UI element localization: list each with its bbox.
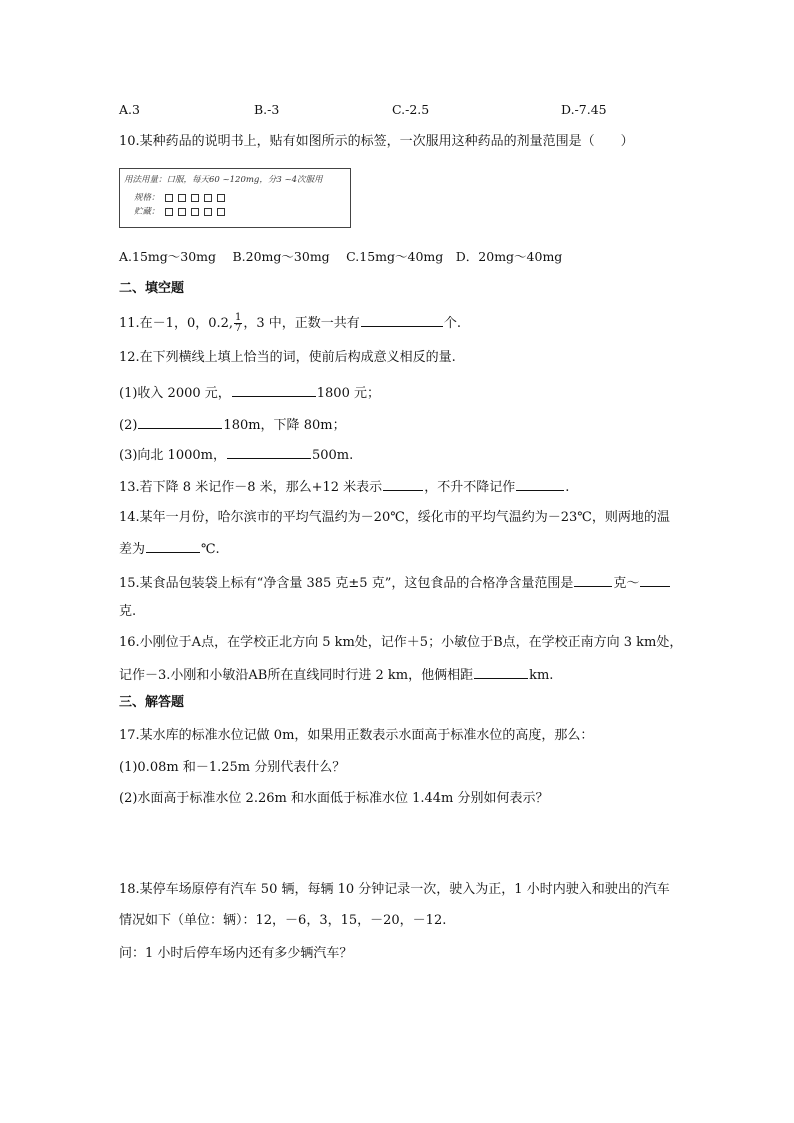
q9-option-a: A.3 [119, 102, 140, 117]
q17-part1: (1)0.08m 和－1.25m 分别代表什么？ [119, 760, 346, 775]
q11 [119, 312, 461, 334]
q9-option-b: B.-3 [254, 102, 280, 117]
answer-blank[interactable] [383, 476, 423, 491]
q15-line2: 克. [119, 604, 137, 619]
q12-part2: (2) 180m，下降 80m； [119, 414, 346, 436]
q9-option-c: C.-2.5 [392, 102, 430, 117]
q18-line2: 情况如下（单位：辆）：12，－6，3，15，－20，－12. [119, 913, 447, 928]
answer-blank[interactable] [640, 572, 670, 587]
q17-stem: 17.某水库的标准水位记做 0m，如果用正数表示水面高于标准水位的高度，那么： [119, 728, 594, 743]
checkbox-square-icon [178, 208, 186, 216]
section-title-fill-blank: 二、填空题 [119, 281, 185, 296]
q10-options: A.15mg～30mg B.20mg～30mg C.15mg～40mg D．20mg～40mg [119, 249, 563, 264]
answer-blank[interactable] [146, 538, 200, 553]
q11-fraction: $\frac{1}{7}$ [235, 312, 242, 334]
answer-blank[interactable] [516, 476, 564, 491]
q18-line1: 18.某停车场原停有汽车 50 辆，每辆 10 分钟记录一次，驶入为正，1 小时内驶入和驶出的汽车 [119, 882, 670, 897]
checkbox-square-icon [191, 208, 199, 216]
q11-mid: ，3 中，正数一共有 [243, 316, 360, 331]
q12-part1: (1)收入 2000 元， 1800 元； [119, 382, 380, 404]
answer-blank[interactable] [474, 664, 528, 679]
checkbox-square-icon [191, 194, 199, 202]
medicine-label-spec-row [134, 191, 225, 203]
q16-line1: 16.小刚位于A点，在学校正北方向 5 km处，记作＋5；小敏位于B点，在学校正南方向 3 km处， [119, 635, 683, 650]
q9-option-d: D.-7.45 [561, 102, 607, 117]
q11-post: 个. [443, 316, 461, 331]
q13: 13.若下降 8 米记作－8 米，那么+12 米表示 ，不升不降记作 . [119, 476, 569, 498]
checkbox-square-icon [217, 208, 225, 216]
medicine-label-storage-row [134, 205, 225, 217]
checkbox-square-icon [217, 194, 225, 202]
medicine-label-storage: 贮藏： [134, 207, 160, 217]
checkbox-square-icon [165, 208, 173, 216]
answer-blank[interactable] [574, 572, 612, 587]
section-title-solve: 三、解答题 [119, 695, 185, 710]
q15-line1: 15.某食品包装袋上标有“净含量 385 克±5 克”，这包食品的合格净含量范围是 克～ [119, 572, 671, 594]
q18-line3: 问：1 小时后停车场内还有多少辆汽车？ [119, 946, 353, 961]
q12-part3: (3)向北 1000m， 500m. [119, 444, 353, 466]
q16-line2: 记作－3.小刚和小敏沿AB所在直线同时行进 2 km，他俩相距 km. [119, 664, 553, 686]
checkbox-square-icon [178, 194, 186, 202]
checkbox-square-icon [204, 208, 212, 216]
medicine-label-image [119, 168, 351, 228]
answer-blank[interactable] [361, 312, 443, 327]
answer-blank[interactable] [138, 414, 222, 429]
q17-part2: (2)水面高于标准水位 2.26m 和水面低于标准水位 1.44m 分别如何表示？ [119, 791, 549, 806]
q14-line1: 14.某年一月份，哈尔滨市的平均气温约为－20℃，绥化市的平均气温约为－23℃，则两地的温 [119, 510, 670, 525]
checkbox-square-icon [165, 194, 173, 202]
medicine-label-usage: 用法用量：口服，每天60 ~120mg，分3 ~4次服用 [124, 175, 323, 185]
answer-blank[interactable] [232, 382, 316, 397]
q10-stem: 10.某种药品的说明书上，贴有如图所示的标签，一次服用这种药品的剂量范围是（ ） [119, 134, 634, 149]
q12-stem: 12.在下列横线上填上恰当的词，使前后构成意义相反的量. [119, 350, 456, 365]
medicine-label-spec: 规格： [134, 193, 160, 203]
answer-blank[interactable] [227, 444, 311, 459]
checkbox-square-icon [204, 194, 212, 202]
q11-pre: 11.在－1，0，0.2, [119, 316, 234, 331]
q14-line2: 差为 ℃. [119, 538, 220, 560]
